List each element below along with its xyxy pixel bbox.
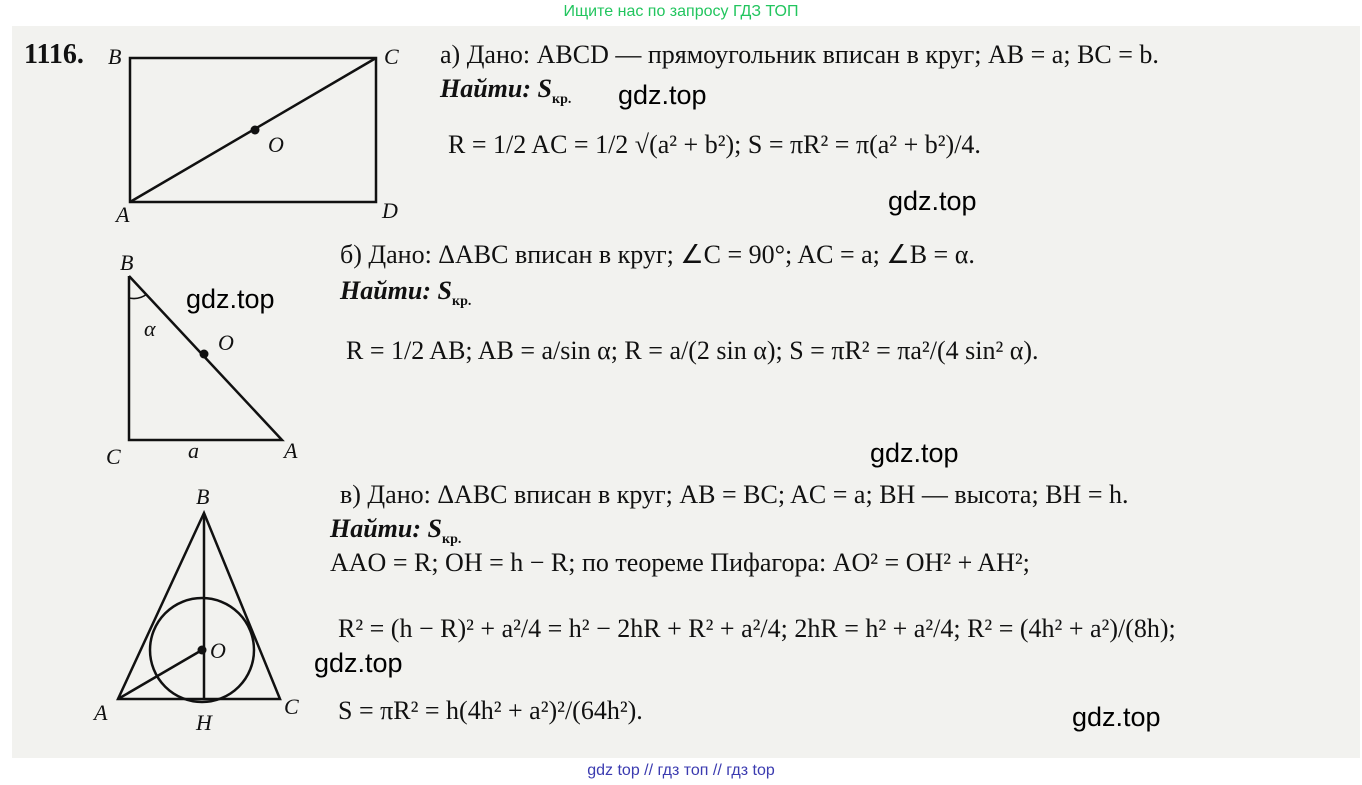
footer-links (0, 758, 1362, 785)
watermark-1: gdz.top (618, 80, 707, 110)
fig-b-label-a: A (284, 438, 298, 463)
footer-link-3[interactable]: гдз top (726, 762, 775, 779)
fig-a-label-b: B (108, 44, 122, 69)
watermark-2: gdz.top (888, 186, 977, 216)
fig-b-label-c: C (106, 444, 121, 469)
watermark-4: gdz.top (870, 438, 959, 468)
figure-c-center-point (198, 646, 207, 655)
fig-c-label-c: C (284, 694, 299, 719)
watermark-5: gdz.top (314, 648, 403, 678)
part-a-given: а) Дано: ABCD — прямоугольник вписан в круг; AB = a; BC = b. (440, 40, 1159, 69)
watermark-3: gdz.top (186, 284, 275, 314)
footer-link-2[interactable]: гдз топ (657, 762, 709, 779)
fig-b-label-b: B (120, 250, 134, 275)
fig-b-label-o: O (218, 330, 234, 355)
fig-c-label-h: H (196, 710, 212, 735)
footer-separator-2: // (712, 762, 722, 779)
fig-a-label-a: A (116, 202, 130, 227)
figure-a-center-point (251, 126, 260, 135)
figure-c-triangle (118, 513, 280, 702)
part-c-pythagoras: AAO = R; OH = h − R; по теореме Пифагора: AO² = OH² + AH²; (330, 548, 1030, 577)
search-banner[interactable]: Ищите нас по запросу ГДЗ ТОП (563, 3, 799, 20)
part-a-formula: R = 1/2 AC = 1/2 √(a² + b²); S = πR² = π(a² + b²)/4. (448, 130, 981, 159)
part-b-formula: R = 1/2 AB; AB = a/sin α; R = a/(2 sin α); S = πR² = πa²/(4 sin² α). (346, 336, 1039, 365)
textbook-page (12, 26, 1360, 758)
part-c-given: в) Дано: ΔABC вписан в круг; AB = BC; AC = a; BH — высота; BH = h. (340, 480, 1129, 509)
watermark-6: gdz.top (1072, 702, 1161, 732)
part-b-given: б) Дано: ΔABC вписан в круг; ∠C = 90°; AC = a; ∠B = α. (340, 240, 975, 269)
footer-link-1[interactable]: gdz top (587, 762, 640, 779)
fig-c-label-a: A (94, 700, 108, 725)
part-b-find: Найти: $S_{кр.}$ (340, 276, 472, 310)
fig-a-label-o: O (268, 132, 284, 157)
fig-c-label-b: B (196, 484, 210, 509)
part-c-equation: R² = (h − R)² + a²/4 = h² − 2hR + R² + a²/4; 2hR = h² + a²/4; R² = (4h² + a²)/(8h); (338, 614, 1176, 643)
fig-b-label-a-side: a (188, 438, 199, 463)
fig-a-label-d: D (382, 198, 398, 223)
fig-b-label-alpha: α (144, 316, 156, 341)
fig-c-label-o: O (210, 638, 226, 663)
problem-number: 1116. (24, 39, 84, 70)
part-c-area: S = πR² = h(4h² + a²)²/(64h²). (338, 696, 643, 725)
fig-a-label-c: C (384, 44, 399, 69)
part-c-find: Найти: $S_{кр.}$ (330, 514, 462, 548)
part-a-find: Найти: $S_{кр.}$ (440, 74, 572, 108)
footer-separator-1: // (644, 762, 654, 779)
figure-b-center-point (200, 350, 209, 359)
